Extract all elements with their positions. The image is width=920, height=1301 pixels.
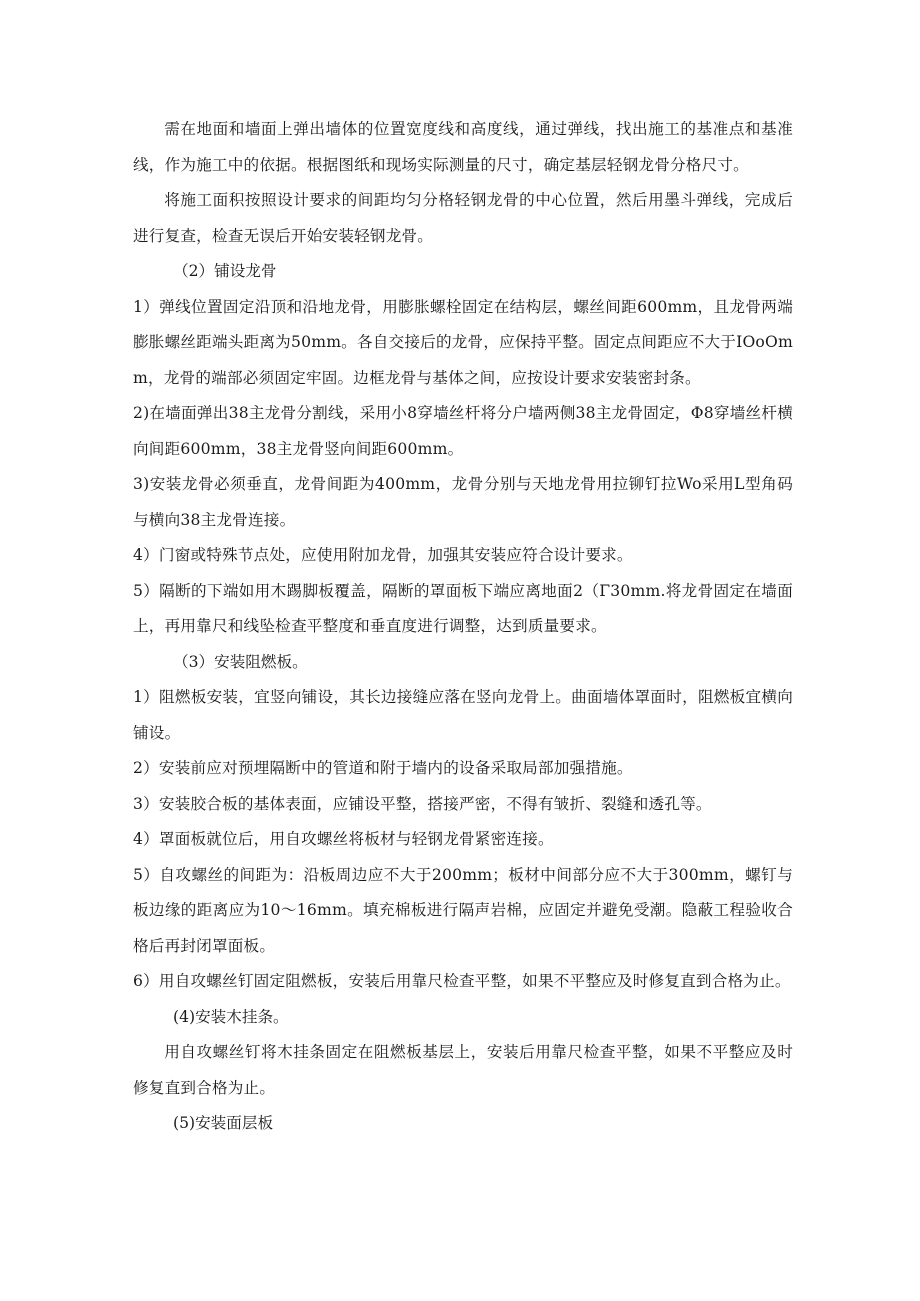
- document-body: [133, 112, 793, 1142]
- keel-step-3: 3)安装龙骨必须垂直，龙骨间距为400mm，龙骨分别与天地龙骨用拉铆钉拉Wo采用L型角码与横向38主龙骨连接。: [133, 475, 793, 529]
- keel-step-5: 5）隔断的下端如用木踢脚板覆盖，隔断的罩面板下端应离地面2（Γ30mm.将龙骨固定在墙面上，再用靠尺和线坠检查平整度和垂直度进行调整，达到质量要求。: [133, 581, 793, 635]
- paragraph-wood-strip: 用自攻螺丝钉将木挂条固定在阻燃板基层上，安装后用靠尺检查平整，如果不平整应及时修复直到合格为止。: [133, 1043, 793, 1097]
- section-heading-fire-board: （3）安装阻燃板。: [173, 652, 308, 671]
- section-heading-wood-strip: (4)安装木挂条。: [173, 1007, 289, 1026]
- board-step-5: 5）自攻螺丝的间距为：沿板周边应不大于200mm；板材中间部分应不大于300mm，螺钉与板边缘的距离应为10～16mm。填充棉板进行隔声岩棉，应固定并避免受潮。隐蔽工程验收合格后再封闭罩面板。: [133, 865, 793, 955]
- paragraph-layout-lines: 需在地面和墙面上弹出墙体的位置宽度线和高度线，通过弹线，找出施工的基准点和基准线，作为施工中的依据。根据图纸和现场实际测量的尺寸，确定基层轻钢龙骨分格尺寸。: [133, 120, 793, 174]
- board-step-2: 2）安装前应对预埋隔断中的管道和附于墙内的设备采取局部加强措施。: [133, 759, 633, 777]
- board-step-6: 6）用自攻螺丝钉固定阻燃板，安装后用靠尺检查平整，如果不平整应及时修复直到合格为止。: [133, 972, 791, 990]
- keel-step-4: 4）门窗或特殊节点处，应使用附加龙骨，加强其安装应符合设计要求。: [133, 546, 633, 564]
- paragraph-grid-marking: 将施工面积按照设计要求的间距均匀分格轻钢龙骨的中心位置，然后用墨斗弹线，完成后进行复查，检查无误后开始安装轻钢龙骨。: [133, 191, 793, 245]
- section-heading-face-board: (5)安装面层板: [173, 1114, 274, 1132]
- board-step-4: 4）罩面板就位后，用自攻螺丝将板材与轻钢龙骨紧密连接。: [133, 830, 554, 848]
- board-step-1: 1）阻燃板安装，宜竖向铺设，其长边接缝应落在竖向龙骨上。曲面墙体罩面时，阻燃板宜横向铺设。: [133, 688, 793, 742]
- keel-step-1: 1）弹线位置固定沿顶和沿地龙骨，用膨胀螺栓固定在结构层，螺丝间距600mm，且龙骨两端膨胀螺丝距端头距离为50mm。各自交接后的龙骨，应保持平整。固定点间距应不大于IOoOmm，龙骨的端部必须固定牢固。边框龙骨与基体之间，应按设计要求安装密封条。: [133, 297, 793, 387]
- keel-step-2: 2)在墙面弹出38主龙骨分割线，采用小8穿墙丝杆将分户墙两侧38主龙骨固定，Φ8穿墙丝杆横向间距600mm，38主龙骨竖向间距600mm。: [133, 404, 793, 458]
- board-step-3: 3）安装胶合板的基体表面，应铺设平整，搭接严密，不得有皱折、裂缝和透孔等。: [133, 794, 712, 813]
- section-heading-install-keel: （2）铺设龙骨: [173, 262, 277, 280]
